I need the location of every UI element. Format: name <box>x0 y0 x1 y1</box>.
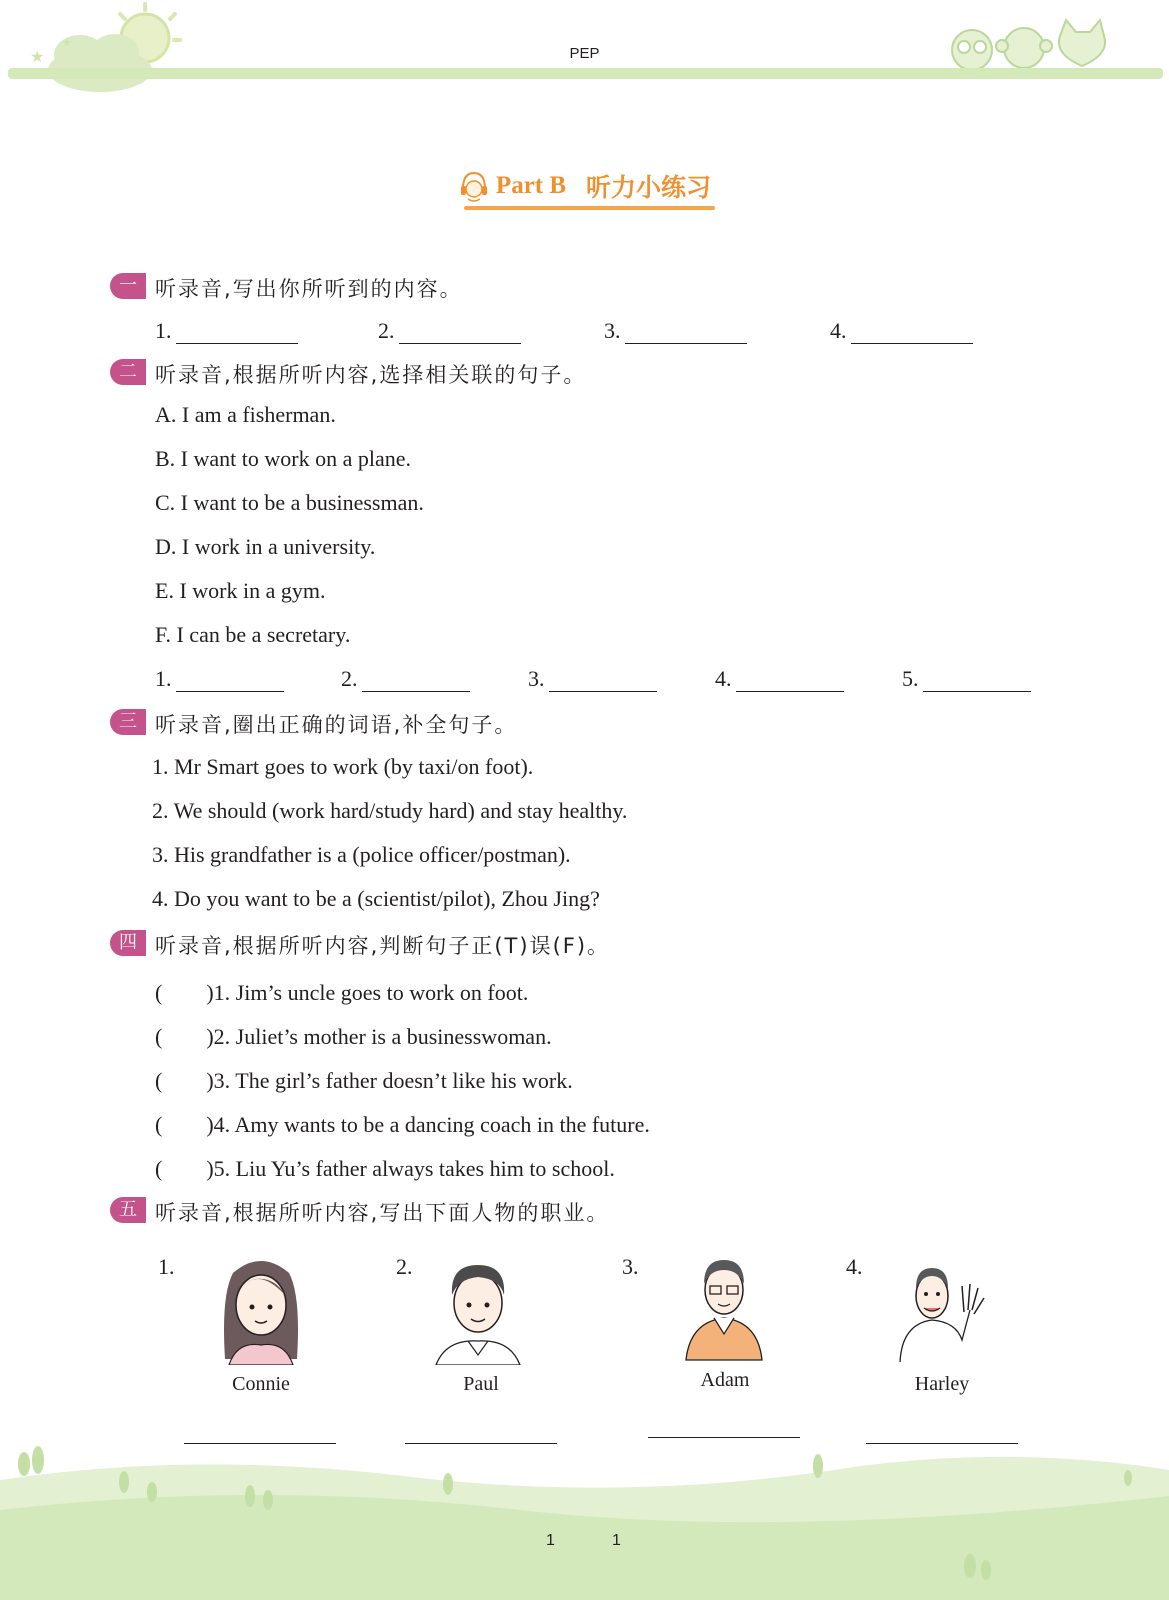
headphones-icon <box>458 169 490 203</box>
answer-number: 4. <box>715 666 732 691</box>
answer-blank[interactable] <box>923 673 1031 692</box>
true-false-item: ( )3. The girl’s father doesn’t like his work. <box>155 1068 573 1093</box>
true-false-item: ( )1. Jim’s uncle goes to work on foot. <box>155 980 529 1005</box>
person-3-name: Adam <box>700 1369 750 1391</box>
header-series-label: PEP <box>569 45 600 62</box>
answer-slot <box>155 666 341 692</box>
answer-number: 1. <box>155 666 172 691</box>
circle-item: 3. His grandfather is a (police officer/postman). <box>152 842 571 867</box>
header-band <box>8 68 1163 79</box>
answer-blank[interactable] <box>851 325 973 344</box>
answer-slot <box>604 318 830 344</box>
answer-slot <box>528 666 715 692</box>
answer-slot <box>155 318 378 344</box>
man-portrait-icon <box>432 1255 524 1365</box>
section-1-badge: 一 <box>110 273 146 299</box>
answer-slot <box>378 318 604 344</box>
waving-man-portrait-icon <box>898 1262 988 1362</box>
answer-number: 2. <box>341 666 358 691</box>
true-false-item: ( )2. Juliet’s mother is a businesswoman. <box>155 1024 552 1049</box>
true-false-item: ( )5. Liu Yu’s father always takes him to school. <box>155 1156 615 1181</box>
title-underline <box>464 206 715 210</box>
option-a: A. I am a fisherman. <box>155 402 336 427</box>
answer-blank[interactable] <box>736 673 844 692</box>
answer-blank[interactable] <box>625 325 747 344</box>
answer-slot <box>715 666 902 692</box>
circle-item: 2. We should (work hard/study hard) and stay healthy. <box>152 798 628 823</box>
person-2-number: 2. <box>396 1254 413 1279</box>
person-2-name: Paul <box>463 1373 499 1395</box>
section-5-badge: 五 <box>110 1197 146 1223</box>
star-icon: ★ <box>30 47 45 66</box>
man-with-glasses-portrait-icon <box>684 1252 764 1362</box>
section-4-title: 听录音,根据所听内容,判断句子正(T)误(F)。 <box>155 934 611 958</box>
circle-item: 1. Mr Smart goes to work (by taxi/on foot). <box>152 754 534 779</box>
answer-slot <box>902 666 1031 692</box>
page-number-right: 1 <box>612 1532 621 1549</box>
answer-number: 1. <box>155 318 172 343</box>
option-b: B. I want to work on a plane. <box>155 446 411 471</box>
person-3-answer-line[interactable] <box>648 1437 800 1438</box>
section-5-title: 听录音,根据所听内容,写出下面人物的职业。 <box>155 1201 610 1225</box>
footer-landscape <box>0 1440 1169 1600</box>
answer-number: 5. <box>902 666 919 691</box>
section-1-title: 听录音,写出你所听到的内容。 <box>155 277 463 301</box>
true-false-item: ( )4. Amy wants to be a dancing coach in the future. <box>155 1112 650 1137</box>
part-title <box>0 168 1169 210</box>
answer-slot <box>830 318 973 344</box>
section-2-title: 听录音,根据所听内容,选择相关联的句子。 <box>155 363 587 387</box>
answer-slot <box>341 666 528 692</box>
section-4-badge: 四 <box>110 930 146 956</box>
person-1-name: Connie <box>232 1373 290 1395</box>
answer-blank[interactable] <box>176 325 298 344</box>
answer-blank[interactable] <box>176 673 284 692</box>
option-e: E. I work in a gym. <box>155 578 326 603</box>
answer-number: 2. <box>378 318 395 343</box>
section-2-badge: 二 <box>110 359 146 385</box>
section-3-badge: 三 <box>110 709 146 735</box>
star-icon: ★ <box>62 36 72 49</box>
answer-number: 3. <box>528 666 545 691</box>
section-1-answer-row <box>155 318 973 344</box>
page-number-left: 1 <box>546 1532 555 1549</box>
part-subtitle: 听力小练习 <box>586 175 712 202</box>
answer-blank[interactable] <box>362 673 470 692</box>
circle-item: 4. Do you want to be a (scientist/pilot), Zhou Jing? <box>152 886 600 911</box>
person-4-name: Harley <box>914 1373 970 1395</box>
section-2-answer-row <box>155 666 1031 692</box>
person-4-number: 4. <box>846 1254 863 1279</box>
section-3-title: 听录音,圈出正确的词语,补全句子。 <box>155 713 518 737</box>
person-1-number: 1. <box>158 1254 175 1279</box>
answer-number: 4. <box>830 318 847 343</box>
part-label: Part B <box>495 172 567 199</box>
girl-portrait-icon <box>215 1255 307 1365</box>
answer-blank[interactable] <box>399 325 521 344</box>
option-d: D. I work in a university. <box>155 534 376 559</box>
answer-number: 3. <box>604 318 621 343</box>
option-c: C. I want to be a businessman. <box>155 490 424 515</box>
person-3-number: 3. <box>622 1254 639 1279</box>
answer-blank[interactable] <box>549 673 657 692</box>
option-f: F. I can be a secretary. <box>155 622 351 647</box>
header-decoration-right <box>950 14 1130 74</box>
